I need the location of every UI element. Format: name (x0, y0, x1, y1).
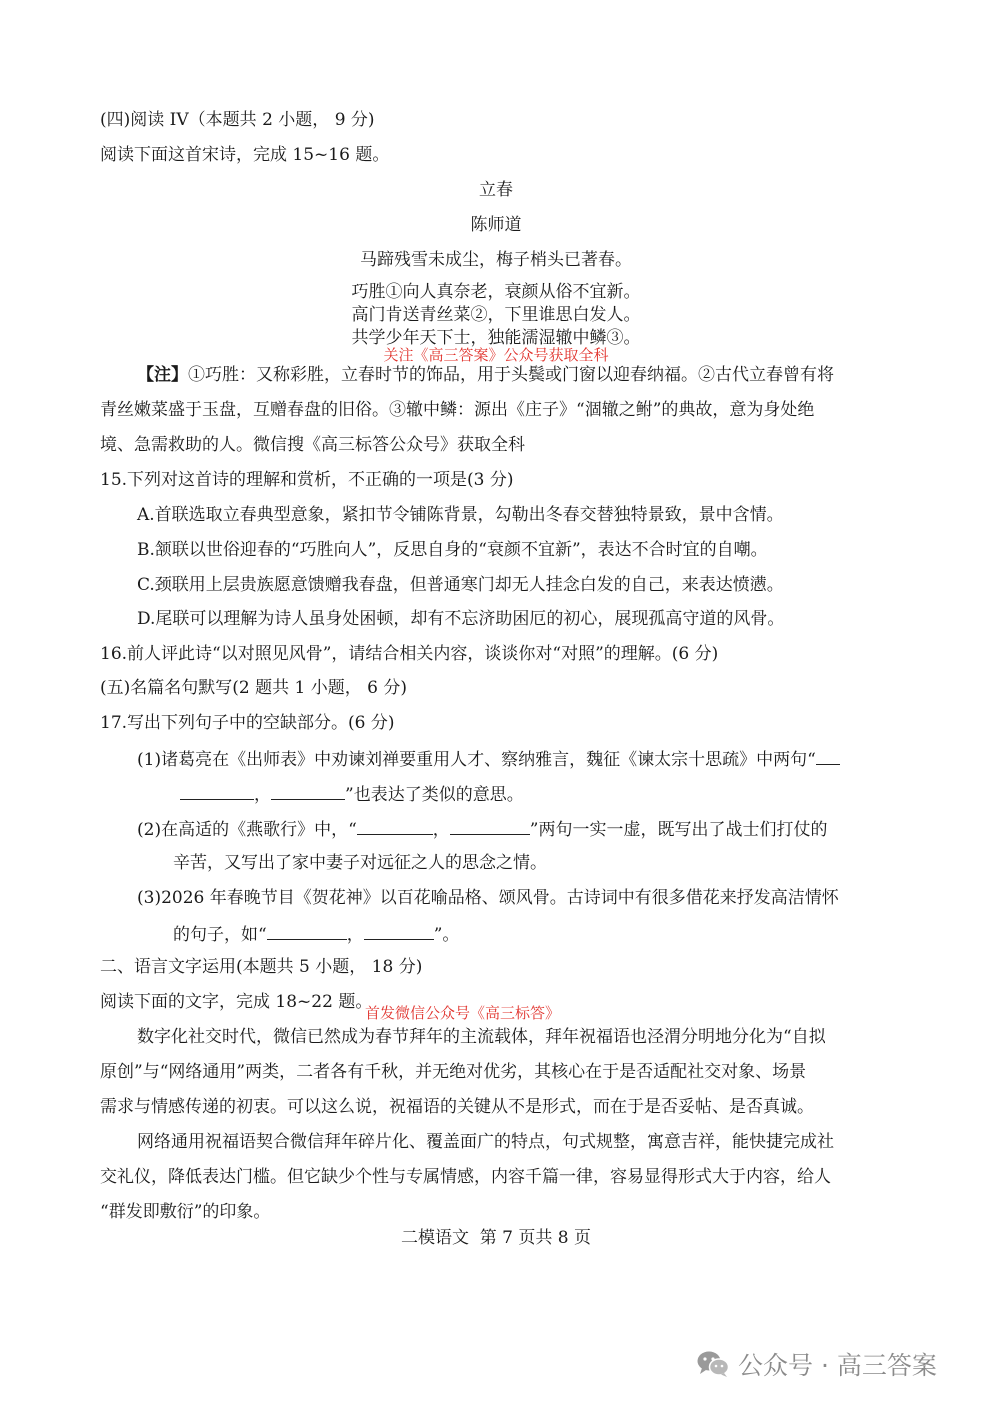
poem-line: 高门肯送青丝菜②，下里谁思白发人。 (351, 305, 641, 325)
note-line-1 (137, 363, 834, 387)
section4-heading: (四)阅读 IV（本题共 2 小题， 9 分) (100, 110, 375, 130)
passage-para1-line1: 数字化社交时代，微信已然成为春节拜年的主流载体，拜年祝福语也泾渭分明地分化为“自拟 (137, 1027, 826, 1047)
note-text: ①巧胜：又称彩胜，立春时节的饰品，用于头鬓或门窗以迎春纳福。②古代立春曾有将 (188, 365, 834, 385)
part2-heading: 二、语言文字运用(本题共 5 小题， 18 分) (100, 957, 423, 977)
q17-p1-end: ”也表达了类似的意思。 (345, 785, 524, 805)
question-17-part3-line2 (173, 921, 459, 947)
corner-watermark (696, 1346, 937, 1382)
passage-para2-line2: 交礼仪，降低表达门槛。但它缺少个性与专属情感，内容千篇一律，容易显得形式大于内容，给人 (100, 1167, 831, 1187)
question-16: 16.前人评此诗“以对照见风骨”，请结合相关内容，谈谈你对“对照”的理解。(6 分) (100, 644, 719, 664)
passage-para1-line2: 原创”与“网络通用”两类，二者各有千秋，并无绝对优劣，其核心在于是否适配社交对象、场景 (100, 1062, 807, 1082)
fill-blank[interactable] (816, 746, 840, 765)
question-15-option-b: B.颔联以世俗迎春的“巧胜向人”，反思自身的“衰颜不宜新”，表达不合时宜的自嘲。 (137, 540, 768, 560)
question-17-part2-line1 (137, 816, 827, 842)
corner-watermark-text: 公众号 · 高三答案 (738, 1351, 937, 1380)
q17-p2-sep: ， (432, 820, 450, 840)
watermark-text-2: 首发微信公众号《高三标答》 (365, 1004, 561, 1022)
passage-para2-line1: 网络通用祝福语契合微信拜年碎片化、覆盖面广的特点，句式规整，寓意吉祥，能快捷完成社 (137, 1132, 834, 1152)
fill-blank[interactable] (450, 816, 530, 835)
question-17-part2-line2: 辛苦，又写出了家中妻子对远征之人的思念之情。 (173, 853, 547, 873)
fill-blank[interactable] (357, 816, 433, 835)
question-17-part1-line1 (137, 746, 840, 772)
q17-p3-end: ”。 (433, 925, 460, 945)
poem-title: 立春 (479, 180, 513, 200)
question-17-part1-line2 (180, 781, 524, 807)
q17-p3-sep: ， (346, 925, 364, 945)
watermark-text: 关注《高三答案》公众号获取全科 (383, 346, 609, 364)
fill-blank[interactable] (271, 781, 345, 800)
question-15-option-a: A.首联选取立春典型意象，紧扣节令铺陈背景，勾勒出冬春交替独特景致，景中含情。 (137, 505, 784, 525)
passage-para1-line3: 需求与情感传递的初衷。可以这么说，祝福语的关键从不是形式，而在于是否妥帖、是否真诚。 (100, 1097, 814, 1117)
fill-blank[interactable] (364, 921, 434, 940)
poem-line: 马蹄残雪未成尘，梅子梢头已著春。 (360, 250, 632, 270)
section5-heading: (五)名篇名句默写(2 题共 1 小题， 6 分) (100, 678, 407, 698)
note-line-3: 境、急需救助的人。微信搜《高三标答公众号》获取全科 (100, 435, 525, 455)
note-line-2: 青丝嫩菜盛于玉盘，互赠春盘的旧俗。③辙中鳞：源出《庄子》“涸辙之鲋”的典故，意为身处绝 (100, 400, 815, 420)
note-tag: 【注】 (137, 365, 188, 385)
question-17-stem: 17.写出下列句子中的空缺部分。(6 分) (100, 713, 395, 733)
q17-p2-pre: (2)在高适的《燕歌行》中，“ (137, 820, 357, 840)
page-footer: 二模语文 第 7 页共 8 页 (400, 1228, 592, 1248)
poem-author: 陈师道 (470, 215, 522, 235)
question-15-stem: 15.下列对这首诗的理解和赏析，不正确的一项是(3 分) (100, 470, 514, 490)
poem-line: 共学少年天下士，独能濡湿辙中鳞③。 (351, 328, 641, 348)
poem-line: 巧胜①向人真奈老，衰颜从俗不宜新。 (351, 282, 641, 302)
question-15-option-c: C.颈联用上层贵族愿意馈赠我春盘，但普通寒门却无人挂念白发的自己，来表达愤懑。 (137, 575, 784, 595)
question-15-option-d: D.尾联可以理解为诗人虽身处困顿，却有不忘济助困厄的初心，展现孤高守道的风骨。 (137, 609, 785, 629)
q17-p1-sep: ， (254, 785, 271, 805)
q17-p2-end: ”两句一实一虚，既写出了战士们打仗的 (529, 820, 828, 840)
part2-instruction: 阅读下面的文字，完成 18~22 题。 (100, 992, 373, 1012)
wechat-icon (696, 1349, 730, 1379)
q17-p3-pre: 的句子，如“ (173, 925, 267, 945)
fill-blank[interactable] (180, 781, 254, 800)
passage-para2-line3: “群发即敷衍”的印象。 (100, 1202, 271, 1222)
q17-p1-text: (1)诸葛亮在《出师表》中劝谏刘禅要重用人才、察纳雅言，魏征《谏太宗十思疏》中两句“ (137, 750, 816, 770)
fill-blank[interactable] (267, 921, 347, 940)
question-17-part3-line1: (3)2026 年春晚节目《贺花神》以百花喻品格、颂风骨。古诗词中有很多借花来抒发高洁情怀 (137, 888, 839, 908)
section4-instruction: 阅读下面这首宋诗，完成 15~16 题。 (100, 145, 390, 165)
